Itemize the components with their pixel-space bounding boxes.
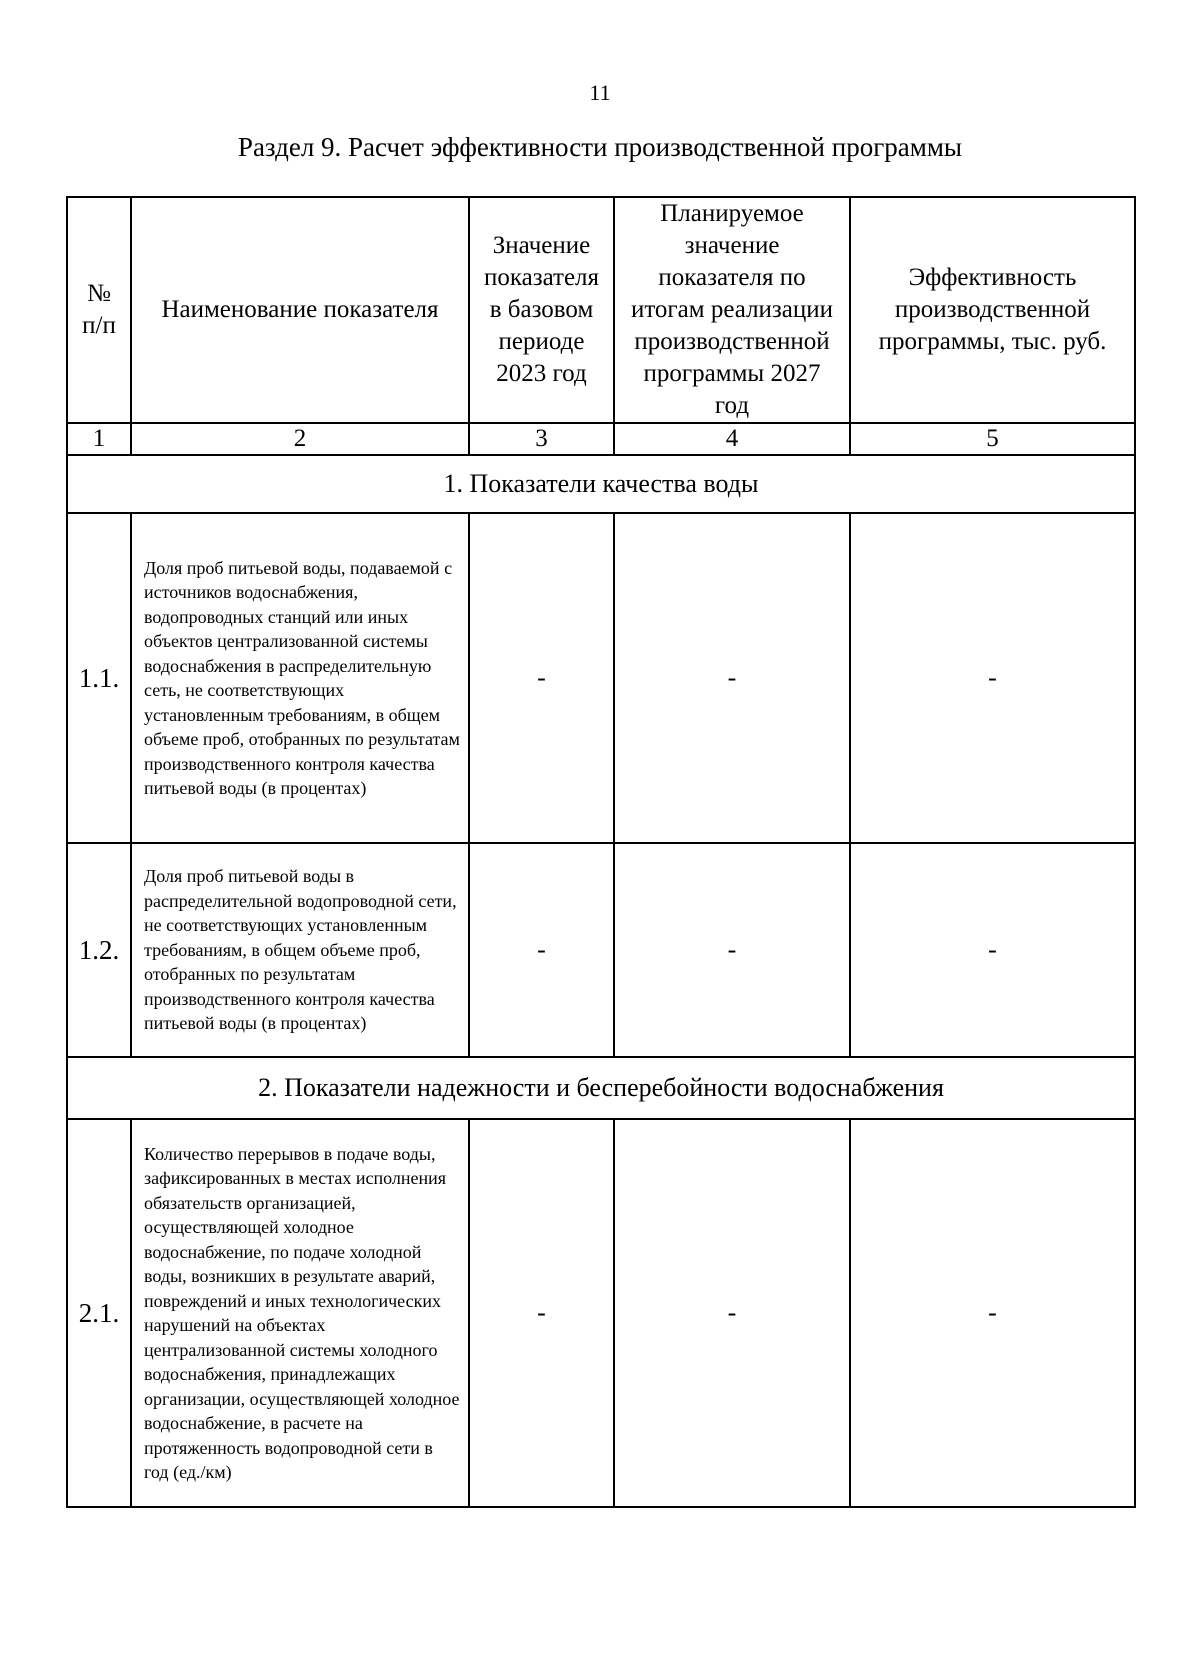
column-number-row bbox=[67, 423, 1135, 455]
column-number: 1 bbox=[67, 423, 131, 455]
group-title: 2. Показатели надежности и бесперебойности водоснабжения bbox=[67, 1057, 1135, 1119]
header-efficiency: Эффективность производственной программы, тыс. руб. bbox=[850, 197, 1135, 423]
row-efficiency: - bbox=[850, 1119, 1135, 1507]
column-number: 3 bbox=[469, 423, 614, 455]
row-index: 1.2. bbox=[67, 843, 131, 1057]
group-title: 1. Показатели качества воды bbox=[67, 455, 1135, 513]
row-name: Доля проб питьевой воды, подаваемой с источников водоснабжения, водопроводных станций или иных объектов централизованной системы водоснабжения в распределительную сеть, не соответствующих установленным требованиям, в общем объеме проб, отобранных по результатам производственного контроля качества питьевой воды (в процентах) bbox=[131, 513, 469, 843]
row-index: 1.1. bbox=[67, 513, 131, 843]
page-number: 11 bbox=[589, 80, 611, 105]
row-index: 2.1. bbox=[67, 1119, 131, 1507]
column-number: 2 bbox=[131, 423, 469, 455]
row-name: Количество перерывов в подаче воды, зафиксированных в местах исполнения обязательств организацией, осуществляющей холодное водоснабжение, по подаче холодной воды, возникших в результате аварий, повреждений и иных технологических нарушений на объектах централизованной системы холодного водоснабжения, принадлежащих организации, осуществляющей холодное водоснабжение, в расчете на протяженность водопроводной сети в год (ед./км) bbox=[131, 1119, 469, 1507]
column-number: 5 bbox=[850, 423, 1135, 455]
row-planned-value: - bbox=[614, 1119, 850, 1507]
row-name: Доля проб питьевой воды в распределительной водопроводной сети, не соответствующих установленным требованиям, в общем объеме проб, отобранных по результатам производственного контроля качества питьевой воды (в процентах) bbox=[131, 843, 469, 1057]
table-row bbox=[67, 513, 1135, 843]
row-base-value: - bbox=[469, 513, 614, 843]
row-base-value: - bbox=[469, 1119, 614, 1507]
row-planned-value: - bbox=[614, 843, 850, 1057]
header-name: Наименование показателя bbox=[131, 197, 469, 423]
section-title: Раздел 9. Расчет эффективности производственной программы bbox=[237, 132, 963, 162]
group-row bbox=[67, 1057, 1135, 1119]
row-base-value: - bbox=[469, 843, 614, 1057]
table-row bbox=[67, 1119, 1135, 1507]
group-row bbox=[67, 455, 1135, 513]
row-efficiency: - bbox=[850, 843, 1135, 1057]
header-index: № п/п bbox=[67, 197, 131, 423]
row-efficiency: - bbox=[850, 513, 1135, 843]
row-planned-value: - bbox=[614, 513, 850, 843]
table-row bbox=[67, 843, 1135, 1057]
header-row bbox=[67, 197, 1135, 423]
header-base-value: Значение показателя в базовом периоде 2023 год bbox=[469, 197, 614, 423]
header-planned-value: Планируемое значение показателя по итогам реализации производственной программы 2027 год bbox=[614, 197, 850, 423]
column-number: 4 bbox=[614, 423, 850, 455]
efficiency-table bbox=[66, 196, 1136, 1508]
